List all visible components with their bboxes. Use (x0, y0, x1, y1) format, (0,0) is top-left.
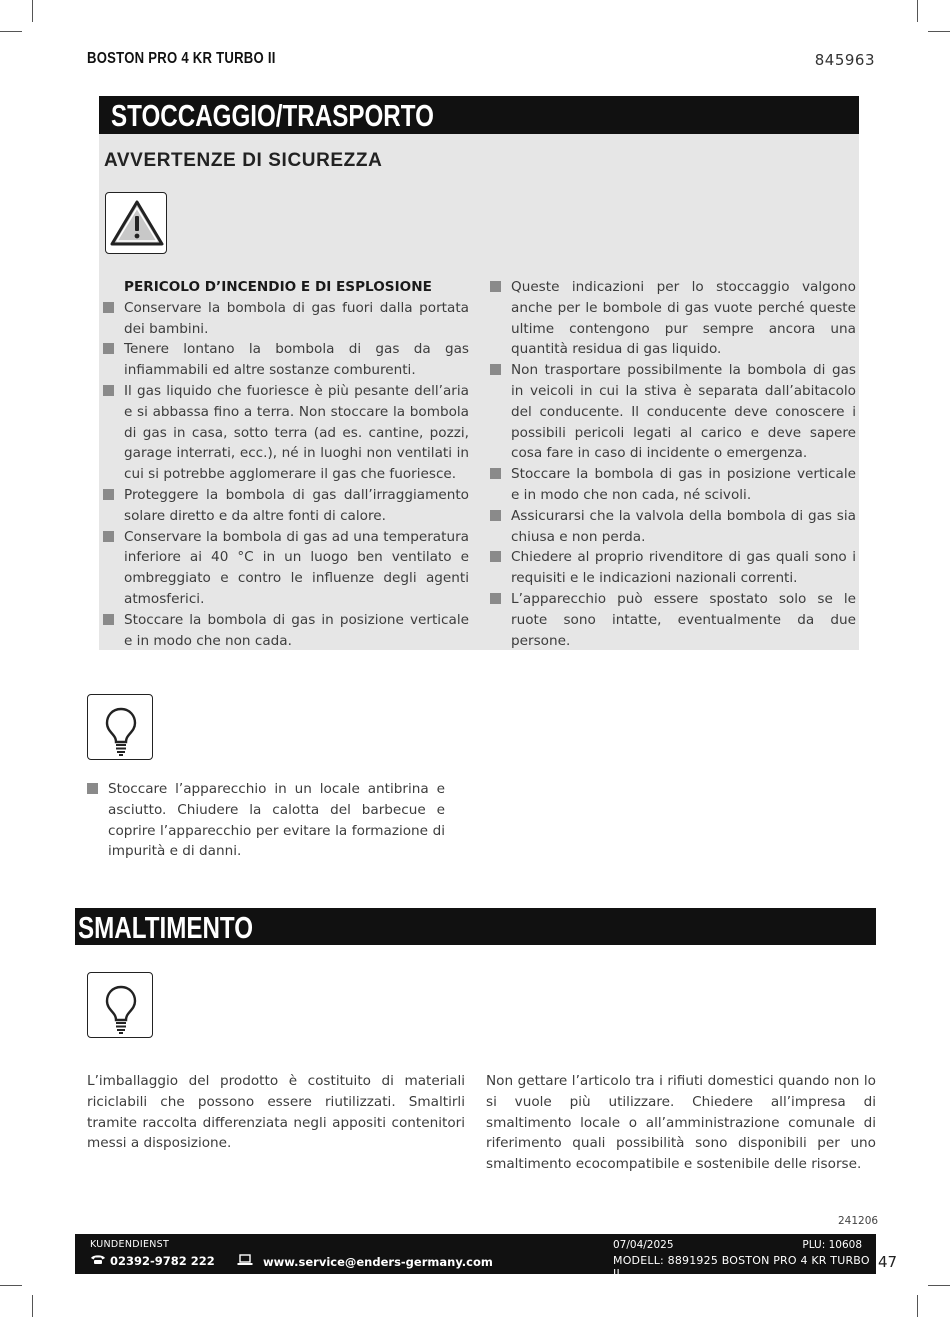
crop-mark (917, 0, 918, 22)
document-date: 07/04/2025 (613, 1239, 674, 1251)
lightbulb-icon (87, 972, 153, 1038)
page-number: 47 (878, 1253, 898, 1271)
crop-mark (0, 1285, 22, 1286)
section-banner-disposal (75, 908, 876, 945)
storage-warnings-right-column (486, 277, 856, 651)
list-item: Tenere lontano la bombola di gas da gas infiammabili ed altre sostanze comburenti. (99, 339, 469, 381)
list-item: Queste indicazioni per lo stoccaggio valgono anche per le bombole di gas vuote perché queste ultime contengono pur sempre ancora una quantità residua di gas liquido. (486, 277, 856, 360)
list-item: Stoccare la bombola di gas in posizione verticale e in modo che non cada, né scivoli. (486, 464, 856, 506)
plu-number: PLU: 10608 (802, 1239, 862, 1251)
document-code: 241206 (838, 1215, 879, 1227)
section-title: SMALTIMENTO (78, 910, 254, 945)
lightbulb-icon (87, 694, 153, 760)
safety-warnings-title: AVVERTENZE DI SICUREZZA (104, 150, 383, 171)
list-item: Assicurarsi che la valvola della bombola di gas sia chiusa e non perda. (486, 506, 856, 548)
disposal-product-text: Non gettare l’articolo tra i rifiuti domestici quando non lo si vuole più utilizzare. Chiedere all’impresa di smaltimento locale o all’amministrazione comunale di riferimento quali possibilità sono disponibili per uno smaltimento ecocompatibile e sostenibile delle risorse. (486, 1073, 876, 1173)
list-item: Proteggere la bombola di gas dall’irraggiamento solare diretto e da altre fonti di calore. (99, 485, 469, 527)
list-item: Chiedere al proprio rivenditore di gas quali sono i requisiti e le indicazioni nazionali correnti. (486, 547, 856, 589)
list-item: Stoccare la bombola di gas in posizione verticale e in modo che non cada. (99, 610, 469, 652)
crop-mark (928, 31, 950, 32)
service-phone (90, 1254, 215, 1268)
telephone-icon (90, 1254, 106, 1268)
crop-mark (32, 0, 33, 22)
storage-tip (83, 779, 445, 862)
list-item: Conservare la bombola di gas ad una temperatura inferiore ai 40 °C in un luogo ben ventilato e ombreggiato e contro le influenze degli agenti atmosferici. (99, 527, 469, 610)
crop-mark (0, 31, 22, 32)
disposal-packaging-text: L’imballaggio del prodotto è costituito di materiali riciclabili che possono essere riutilizzati. Smaltirli tramite raccolta differenziata negli appositi contenitori messi a disposizione. (87, 1073, 465, 1152)
warning-triangle-icon (105, 192, 167, 254)
crop-mark (928, 1285, 950, 1286)
service-website (237, 1254, 493, 1269)
fire-explosion-danger-heading: PERICOLO D’INCENDIO E DI ESPLOSIONE (124, 279, 432, 295)
footer-bar (75, 1234, 876, 1280)
storage-warnings-left-column (99, 277, 469, 651)
laptop-icon (237, 1254, 253, 1269)
list-item: Stoccare l’apparecchio in un locale antibrina e asciutto. Chiudere la calotta del barbecue e coprire l’apparecchio per evitare la formazione di impurità e di danni. (83, 779, 445, 862)
crop-mark (917, 1295, 918, 1317)
customer-service-label: KUNDENDIENST (90, 1239, 170, 1250)
article-code: 845963 (814, 51, 875, 69)
service-phone-number: 02392-9782 222 (110, 1254, 215, 1268)
product-model-title: BOSTON PRO 4 KR TURBO II (87, 50, 276, 67)
list-item: Il gas liquido che fuoriesce è più pesante dell’aria e si abbassa fino a terra. Non stoccare la bombola di gas in casa, sotto terra (ad es. cantine, pozzi, garage interrati, ecc.), né in luoghi non ventilati in cui si potrebbe agglomerare il gas che fuoriesce. (99, 381, 469, 485)
list-item: Non trasportare possibilmente la bombola di gas in veicoli in cui la stiva è separata dall’abitacolo del conducente. Il conducente deve conoscere i possibili pericoli legati al carico e deve sapere cosa fare in caso di incidente o emergenza. (486, 360, 856, 464)
list-item: Conservare la bombola di gas fuori dalla portata dei bambini. (99, 298, 469, 340)
model-number: MODELL: 8891925 BOSTON PRO 4 KR TURBO II (613, 1254, 870, 1280)
crop-mark (32, 1295, 33, 1317)
list-item: L’apparecchio può essere spostato solo se le ruote sono intatte, eventualmente da due persone. (486, 589, 856, 651)
section-title: STOCCAGGIO/TRASPORTO (111, 98, 434, 133)
section-banner-storage (99, 96, 859, 134)
service-website-url[interactable]: www.service@enders-germany.com (263, 1255, 493, 1269)
